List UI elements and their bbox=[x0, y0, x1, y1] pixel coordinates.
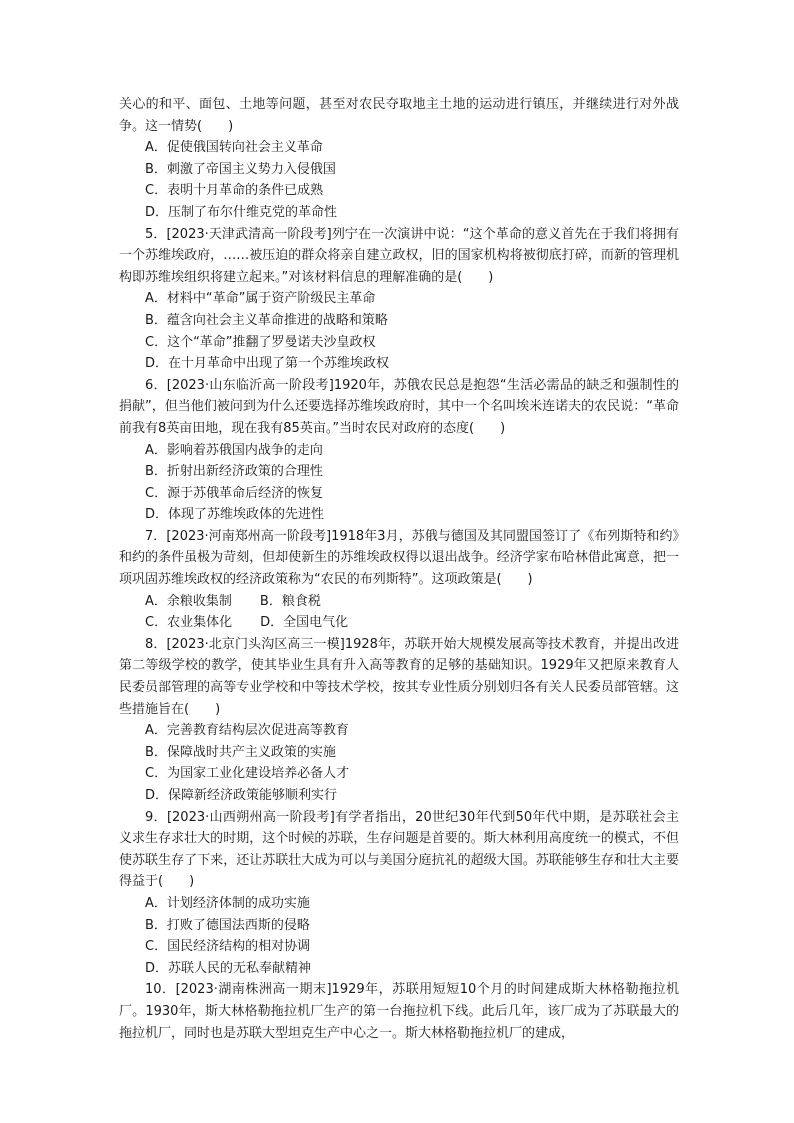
question-4-option-d: D．压制了布尔什维克党的革命性 bbox=[145, 204, 338, 220]
question-4-option-b: B．刺激了帝国主义势力入侵俄国 bbox=[145, 161, 336, 177]
question-5-option-a: A．材料中“革命”属于资产阶级民主革命 bbox=[145, 291, 376, 307]
question-6-option-b: B．折射出新经济政策的合理性 bbox=[145, 464, 323, 480]
question-4-option-a: A．促使俄国转向社会主义革命 bbox=[145, 140, 323, 156]
question-8-stem: 8．[2023·北京门头沟区高三一模]1928年，苏联开始大规模发展高等技术教育，并提出改进第二等级学校的教学，使其毕业生具有升入高等教育的足够的基础知识。1929年又把原来教育人民委员部管理的高等专业学校和中等技术学校，按其专业性质分别划归各有关人民委员部管辖。这些措施旨在( ) bbox=[119, 636, 679, 717]
question-7-option-c: C．农业集体化 bbox=[145, 615, 233, 631]
question-7-options-row-2 bbox=[119, 612, 679, 634]
option-spacer bbox=[232, 591, 260, 613]
question-4-stem-continuation: 关心的和平、面包、土地等问题，甚至对农民夺取地主土地的运动进行镇压，并继续进行对外战争。这一情势( ) bbox=[119, 97, 679, 134]
question-8-option-d: D．保障新经济政策能够顺利实行 bbox=[145, 788, 338, 803]
question-9-option-b: B．打败了德国法西斯的侵略 bbox=[145, 917, 310, 933]
question-5-stem: 5．[2023·天津武清高一阶段考]列宁在一次演讲中说：“这个革命的意义首先在于我们将拥有一个苏维埃政府，……被压迫的群众将亲自建立政权，旧的国家机构将被彻底打碎，而新的管理机构即苏维埃组织将建立起来。”对该材料信息的理解准确的是( ) bbox=[119, 226, 679, 285]
question-6-option-d: D．体现了苏维埃政体的先进性 bbox=[145, 507, 325, 523]
question-9-option-c: C．国民经济结构的相对协调 bbox=[145, 939, 311, 955]
question-4-option-c: C．表明十月革命的条件已成熟 bbox=[145, 183, 324, 199]
question-5-option-d: D．在十月革命中出现了第一个苏维埃政权 bbox=[145, 356, 390, 372]
question-7-option-d: D．全国电气化 bbox=[260, 615, 349, 631]
question-6-option-c: C．源于苏俄革命后经济的恢复 bbox=[145, 485, 324, 501]
question-5-option-b: B．蕴含向社会主义革命推进的战略和策略 bbox=[145, 312, 388, 328]
question-9-option-a: A．计划经济体制的成功实施 bbox=[145, 895, 310, 911]
question-7-options-row-1 bbox=[119, 591, 679, 613]
question-6-stem: 6．[2023·山东临沂高一阶段考]1920年，苏俄农民总是抱怨“生活必需品的缺乏和强制性的捐献”，但当他们被问到为什么还要选择苏维埃政府时，其中一个名叫埃米连诺夫的农民说：“革命前我有8英亩田地，现在我有85英亩。”当时农民对政府的态度( ) bbox=[119, 377, 679, 436]
document-page bbox=[119, 94, 679, 1044]
question-5-option-c: C．这个“革命”推翻了罗曼诺夫沙皇政权 bbox=[145, 334, 376, 350]
question-9-option-d: D．苏联人民的无私奉献精神 bbox=[145, 960, 312, 976]
question-8-option-a: A．完善教育结构层次促进高等教育 bbox=[145, 723, 349, 739]
question-7-stem: 7．[2023·河南郑州高一阶段考]1918年3月，苏俄与德国及其同盟国签订了《布列斯特和约》和约的条件虽极为苛刻，但却使新生的苏维埃政权得以退出战争。经济学家布哈林借此寓意，把一项巩固苏维埃政权的经济政策称为“农民的布列斯特”。这项政策是( ) bbox=[119, 528, 679, 588]
question-6-option-a: A．影响着苏俄国内战争的走向 bbox=[145, 442, 323, 458]
question-8-option-c: C．为国家工业化建设培养必备人才 bbox=[145, 766, 350, 782]
option-spacer bbox=[232, 612, 260, 634]
question-8-option-b: B．保障战时共产主义政策的实施 bbox=[145, 744, 336, 760]
question-7-option-b: B．粮食税 bbox=[259, 593, 321, 609]
question-10-stem: 10．[2023·湖南株洲高一期末]1929年，苏联用短短10个月的时间建成斯大林格勒拖拉机厂。1930年，斯大林格勒拖拉机厂生产的第一台拖拉机下线。此后几年，该厂成为了苏联最大的拖拉机厂，同时也是苏联大型坦克生产中心之一。斯大林格勒拖拉机厂的建成， bbox=[119, 982, 679, 1041]
question-7-option-a: A．余粮收集制 bbox=[145, 593, 232, 609]
question-9-stem: 9．[2023·山西朔州高一阶段考]有学者指出，20世纪30年代到50年代中期，是苏联社会主义求生存求壮大的时期，这个时候的苏联，生存问题是首要的。斯大林利用高度统一的模式，不但使苏联生存了下来，还让苏联壮大成为可以与美国分庭抗礼的超级大国。苏联能够生存和壮大主要得益于( ) bbox=[119, 809, 679, 890]
